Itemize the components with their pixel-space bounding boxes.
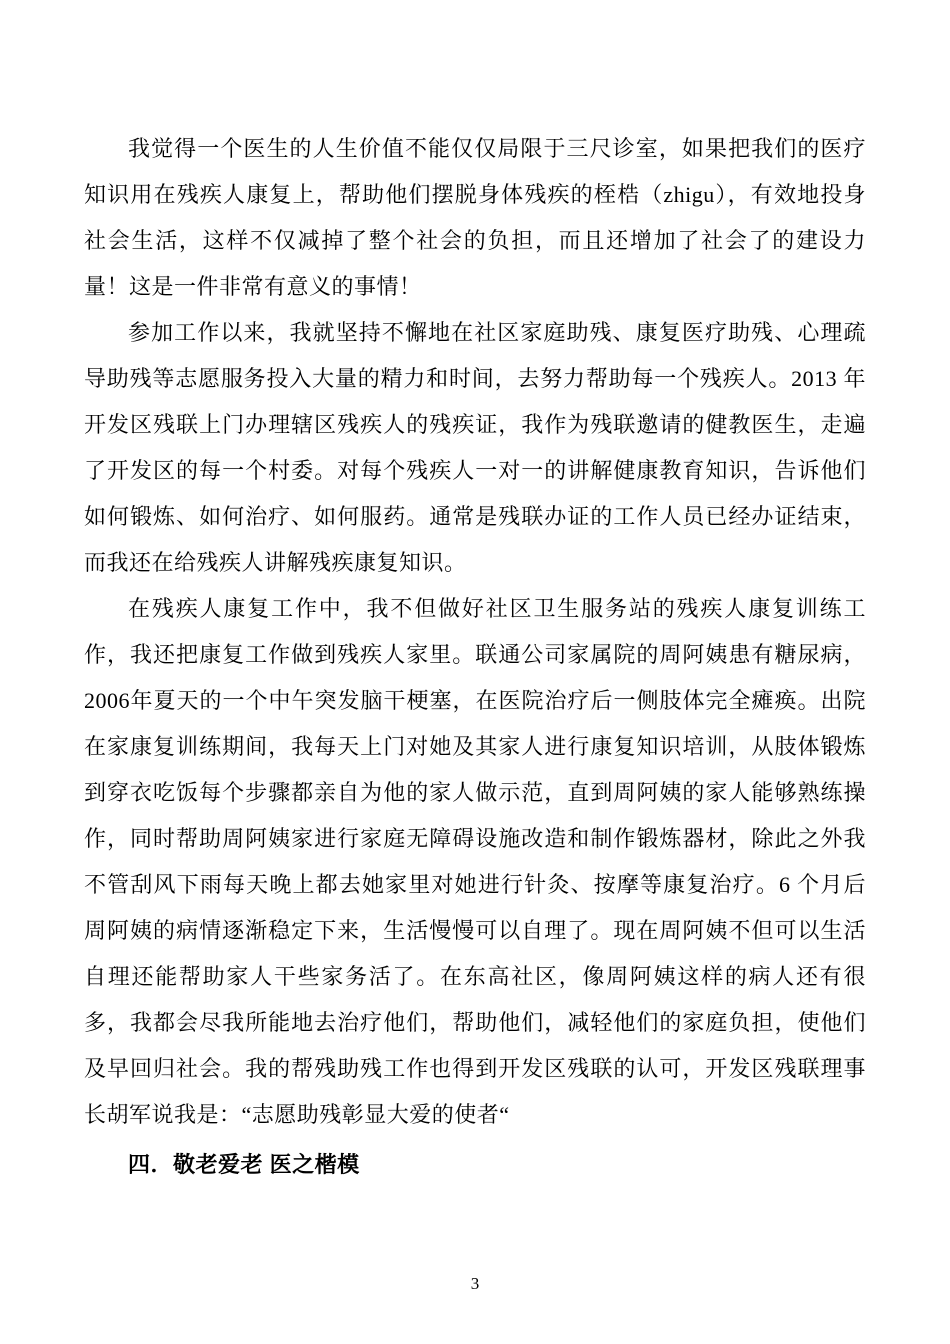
page-number: 3 — [470, 1274, 480, 1293]
section-heading: 四．敬老爱老 医之楷模 — [128, 1152, 360, 1177]
paragraph-volunteer-service: 参加工作以来，我就坚持不懈地在社区家庭助残、康复医疗助残、心理疏导助残等志愿服务投入大量的精力和时间，去努力帮助每一个残疾人。2013 年开发区残联上门办理辖区残疾人的残疾证，我作为残联邀请的健教医生，走遍了开发区的每一个村委。对每个残疾人一对一的讲解健康教育知识，告诉他们如何锻炼、如何治疗、如何服药。通常是残联办证的工作人员已经办证结束，而我还在给残疾人讲解残疾康复知识。 — [84, 320, 866, 575]
paragraph-rehab-work: 在残疾人康复工作中，我不但做好社区卫生服务站的残疾人康复训练工作，我还把康复工作做到残疾人家里。联通公司家属院的周阿姨患有糖尿病，2006年夏天的一个中午突发脑干梗塞，在医院治疗后一侧肢体完全瘫痪。出院在家康复训练期间，我每天上门对她及其家人进行康复知识培训，从肢体锻炼到穿衣吃饭每个步骤都亲自为他的家人做示范，直到周阿姨的家人能够熟练操作，同时帮助周阿姨家进行家庭无障碍设施改造和制作锻炼器材，除此之外我不管刮风下雨每天晚上都去她家里对她进行针灸、按摩等康复治疗。6 个月后周阿姨的病情逐渐稳定下来，生活慢慢可以自理了。现在周阿姨不但可以生活自理还能帮助家人干些家务活了。在东高社区，像周阿姨这样的病人还有很多，我都会尽我所能地去治疗他们，帮助他们，减轻他们的家庭负担，使他们及早回归社会。我的帮残助残工作也得到开发区残联的认可，开发区残联理事长胡军说我是：“志愿助残彰显大爱的使者“ — [84, 596, 866, 1127]
paragraph-doctor-value: 我觉得一个医生的人生价值不能仅仅局限于三尺诊室，如果把我们的医疗知识用在残疾人康复上，帮助他们摆脱身体残疾的桎梏（zhigu），有效地投身社会生活，这样不仅减掉了整个社会的负担，而且还增加了社会了的建设力量！这是一件非常有意义的事情！ — [84, 136, 866, 299]
